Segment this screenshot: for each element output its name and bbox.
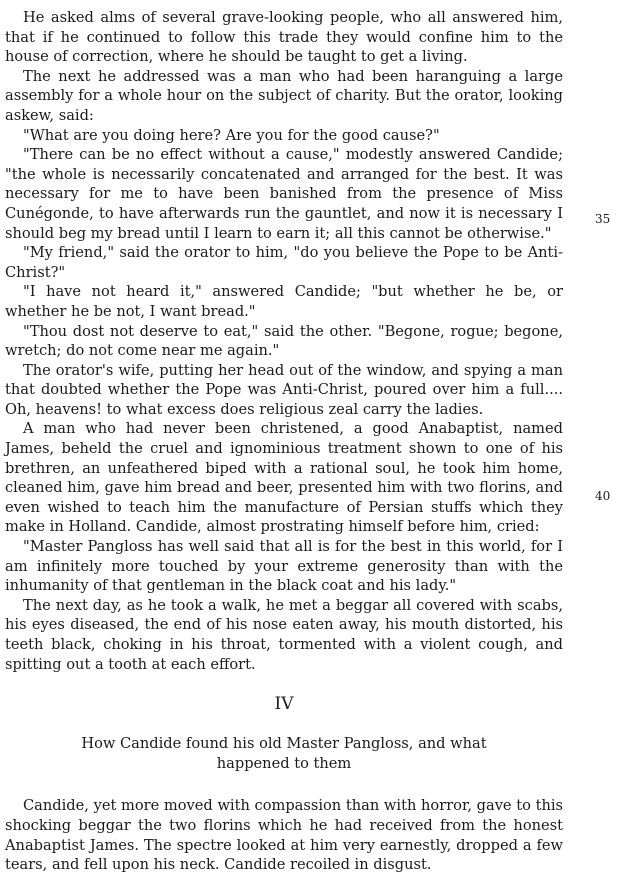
paragraph-5: "My friend," said the orator to him, "do you believe the Pope to be Anti-Christ?" [5, 244, 563, 281]
paragraph-2: The next he addressed was a man who had been haranguing a large assembly for a whole hour on the subject of charity. But the orator, looking askew, said: [5, 67, 563, 124]
paragraph-4: "There can be no effect without a cause," modestly answered Candide; "the whole is necessarily concatenated and arranged for the best. It was necessary for me to have been banished from the presence of Miss Cunégonde, to have afterwards run the gauntlet, and now it is necessary I should beg my bread until I learn to earn it; all this cannot be otherwise." [5, 146, 563, 242]
line-number-40: 40 [595, 489, 611, 503]
line-number-35: 35 [595, 212, 611, 226]
paragraph-9: A man who had never been christened, a good Anabaptist, named James, beheld the cruel and ignominious treatment shown to one of his brethren, an unfeathered biped with a rational soul, he took him home, cleaned him, gave him bread and beer, presented him with two florins, and even wished to teach him the manufacture of Persian stuffs which they make in Holland. Candide, almost prostrating himself before him, cried: [5, 420, 563, 536]
paragraph-6: "I have not heard it," answered Candide; "but whether he be, or whether he be not, I want bread." [5, 283, 563, 320]
paragraph-3: "What are you doing here? Are you for the good cause?" [23, 126, 440, 144]
paragraph-1: He asked alms of several grave-looking people, who all answered him, that if he continued to follow this trade they would confine him to the house of correction, where he should be taught to get a living. [5, 9, 563, 66]
closing-paragraph: Candide, yet more moved with compassion than with horror, gave to this shocking beggar the two florins which he had received from the honest Anabaptist James. The spectre looked at him very earnestly, dropped a few tears, and fell upon his neck. Candide recoiled in disgust. [5, 797, 563, 874]
paragraph-11: The next day, as he took a walk, he met a beggar all covered with scabs, his eyes diseased, the end of his nose eaten away, his mouth distorted, his teeth black, choking in his throat, tormented with a violent cough, and spitting out a tooth at each effort. [5, 596, 563, 673]
text-column [5, 8, 563, 875]
chapter-title: How Candide found his old Master Pangloss, and what happened to them [81, 735, 487, 772]
paragraph-8: The orator's wife, putting her head out of the window, and spying a man that doubted whether the Pope was Anti-Christ, poured over him a full.... Oh, heavens! to what excess does religious zeal carry the ladies. [5, 361, 563, 418]
paragraph-10: "Master Pangloss has well said that all is for the best in this world, for I am infinitely more touched by your extreme generosity than with the inhumanity of that gentleman in the black coat and his lady." [5, 538, 563, 595]
chapter-number: IV [274, 694, 294, 715]
paragraph-7: "Thou dost not deserve to eat," said the other. "Begone, rogue; begone, wretch; do not come near me again." [5, 322, 563, 360]
